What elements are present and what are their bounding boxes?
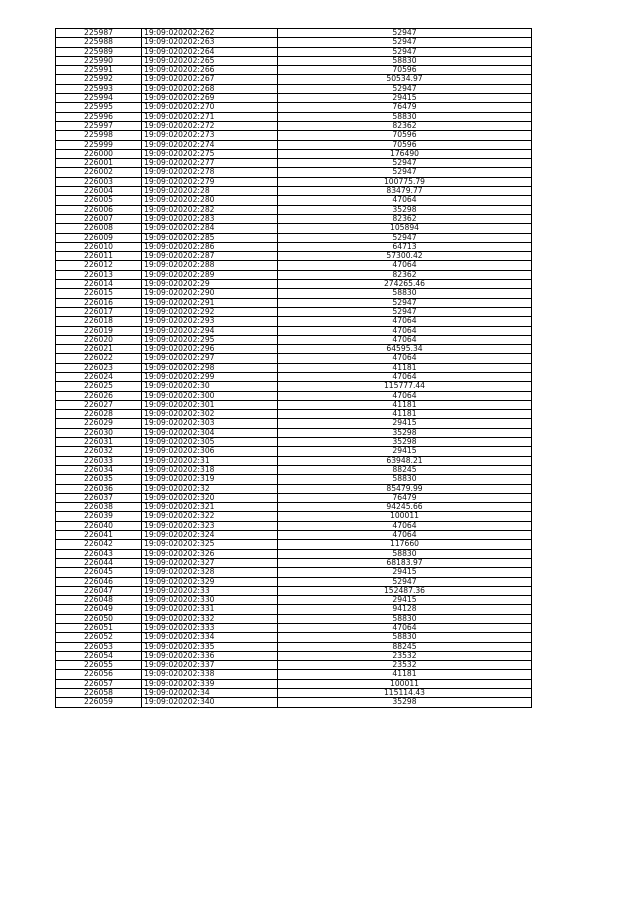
- row-amount-cell: 29415: [278, 596, 532, 605]
- row-id-cell: 226018: [56, 317, 142, 326]
- row-code-cell: 19:09:020202:289: [142, 270, 278, 279]
- row-id-cell: 226029: [56, 419, 142, 428]
- table-row: [56, 633, 532, 642]
- row-code-cell: 19:09:020202:29: [142, 280, 278, 289]
- row-code-cell: 19:09:020202:273: [142, 131, 278, 140]
- row-code-cell: 19:09:020202:299: [142, 372, 278, 381]
- row-amount-cell: 52947: [278, 84, 532, 93]
- row-amount-cell: 52947: [278, 577, 532, 586]
- row-amount-cell: 70596: [278, 131, 532, 140]
- row-amount-cell: 52947: [278, 29, 532, 38]
- row-code-cell: 19:09:020202:33: [142, 586, 278, 595]
- row-amount-cell: 100011: [278, 512, 532, 521]
- table-row: [56, 94, 532, 103]
- row-code-cell: 19:09:020202:333: [142, 624, 278, 633]
- row-code-cell: 19:09:020202:280: [142, 196, 278, 205]
- row-code-cell: 19:09:020202:337: [142, 661, 278, 670]
- table-row: [56, 614, 532, 623]
- table-row: [56, 400, 532, 409]
- table-row: [56, 252, 532, 261]
- table-row: [56, 503, 532, 512]
- row-id-cell: 226006: [56, 205, 142, 214]
- row-code-cell: 19:09:020202:286: [142, 242, 278, 251]
- row-amount-cell: 57300.42: [278, 252, 532, 261]
- row-code-cell: 19:09:020202:340: [142, 698, 278, 707]
- row-id-cell: 225999: [56, 140, 142, 149]
- row-amount-cell: 88245: [278, 465, 532, 474]
- row-code-cell: 19:09:020202:326: [142, 549, 278, 558]
- table-row: [56, 131, 532, 140]
- row-amount-cell: 47064: [278, 196, 532, 205]
- row-id-cell: 226012: [56, 261, 142, 270]
- row-id-cell: 226051: [56, 624, 142, 633]
- row-id-cell: 226024: [56, 372, 142, 381]
- table-row: [56, 577, 532, 586]
- row-code-cell: 19:09:020202:265: [142, 56, 278, 65]
- row-id-cell: 226043: [56, 549, 142, 558]
- table-row: [56, 568, 532, 577]
- row-id-cell: 226009: [56, 233, 142, 242]
- row-amount-cell: 41181: [278, 363, 532, 372]
- row-code-cell: 19:09:020202:294: [142, 326, 278, 335]
- row-amount-cell: 41181: [278, 670, 532, 679]
- row-id-cell: 226059: [56, 698, 142, 707]
- row-code-cell: 19:09:020202:324: [142, 531, 278, 540]
- table-row: [56, 168, 532, 177]
- row-code-cell: 19:09:020202:297: [142, 354, 278, 363]
- table-row: [56, 214, 532, 223]
- row-id-cell: 226052: [56, 633, 142, 642]
- row-code-cell: 19:09:020202:300: [142, 391, 278, 400]
- row-id-cell: 226034: [56, 465, 142, 474]
- row-id-cell: 225996: [56, 112, 142, 121]
- table-row: [56, 410, 532, 419]
- row-amount-cell: 47064: [278, 261, 532, 270]
- row-id-cell: 225987: [56, 29, 142, 38]
- table-row: [56, 596, 532, 605]
- table-row: [56, 224, 532, 233]
- table-row: [56, 689, 532, 698]
- table-row: [56, 326, 532, 335]
- row-amount-cell: 29415: [278, 447, 532, 456]
- table-row: [56, 484, 532, 493]
- row-code-cell: 19:09:020202:272: [142, 121, 278, 130]
- row-amount-cell: 58830: [278, 549, 532, 558]
- row-code-cell: 19:09:020202:293: [142, 317, 278, 326]
- table-row: [56, 47, 532, 56]
- row-code-cell: 19:09:020202:298: [142, 363, 278, 372]
- row-amount-cell: 94128: [278, 605, 532, 614]
- row-id-cell: 226015: [56, 289, 142, 298]
- row-id-cell: 226031: [56, 438, 142, 447]
- row-id-cell: 226005: [56, 196, 142, 205]
- row-id-cell: 226036: [56, 484, 142, 493]
- row-amount-cell: 41181: [278, 410, 532, 419]
- row-amount-cell: 58830: [278, 56, 532, 65]
- row-amount-cell: 35298: [278, 428, 532, 437]
- row-id-cell: 226055: [56, 661, 142, 670]
- row-amount-cell: 117660: [278, 540, 532, 549]
- data-table: [55, 28, 532, 708]
- row-id-cell: 226017: [56, 307, 142, 316]
- row-code-cell: 19:09:020202:28: [142, 187, 278, 196]
- row-id-cell: 225988: [56, 38, 142, 47]
- table-row: [56, 56, 532, 65]
- row-id-cell: 226000: [56, 149, 142, 158]
- table-row: [56, 456, 532, 465]
- row-amount-cell: 47064: [278, 326, 532, 335]
- row-id-cell: 226047: [56, 586, 142, 595]
- table-row: [56, 605, 532, 614]
- table-row: [56, 642, 532, 651]
- table-body: [56, 29, 532, 708]
- row-code-cell: 19:09:020202:323: [142, 521, 278, 530]
- row-code-cell: 19:09:020202:263: [142, 38, 278, 47]
- row-amount-cell: 115114.43: [278, 689, 532, 698]
- row-amount-cell: 82362: [278, 121, 532, 130]
- table-row: [56, 270, 532, 279]
- row-amount-cell: 35298: [278, 438, 532, 447]
- row-amount-cell: 64595.34: [278, 345, 532, 354]
- row-id-cell: 226021: [56, 345, 142, 354]
- row-code-cell: 19:09:020202:30: [142, 382, 278, 391]
- row-amount-cell: 52947: [278, 38, 532, 47]
- row-code-cell: 19:09:020202:283: [142, 214, 278, 223]
- table-row: [56, 205, 532, 214]
- row-code-cell: 19:09:020202:264: [142, 47, 278, 56]
- table-row: [56, 103, 532, 112]
- row-id-cell: 226040: [56, 521, 142, 530]
- row-id-cell: 225998: [56, 131, 142, 140]
- row-id-cell: 226056: [56, 670, 142, 679]
- table-row: [56, 493, 532, 502]
- row-code-cell: 19:09:020202:334: [142, 633, 278, 642]
- row-code-cell: 19:09:020202:32: [142, 484, 278, 493]
- row-id-cell: 226013: [56, 270, 142, 279]
- row-code-cell: 19:09:020202:284: [142, 224, 278, 233]
- table-row: [56, 335, 532, 344]
- row-code-cell: 19:09:020202:336: [142, 651, 278, 660]
- row-code-cell: 19:09:020202:275: [142, 149, 278, 158]
- table-row: [56, 345, 532, 354]
- row-amount-cell: 47064: [278, 521, 532, 530]
- row-id-cell: 226001: [56, 159, 142, 168]
- row-amount-cell: 47064: [278, 335, 532, 344]
- row-code-cell: 19:09:020202:287: [142, 252, 278, 261]
- table-row: [56, 354, 532, 363]
- row-amount-cell: 47064: [278, 391, 532, 400]
- row-id-cell: 226037: [56, 493, 142, 502]
- row-code-cell: 19:09:020202:329: [142, 577, 278, 586]
- table-row: [56, 149, 532, 158]
- row-code-cell: 19:09:020202:319: [142, 475, 278, 484]
- row-code-cell: 19:09:020202:338: [142, 670, 278, 679]
- row-amount-cell: 82362: [278, 214, 532, 223]
- row-code-cell: 19:09:020202:318: [142, 465, 278, 474]
- table-row: [56, 670, 532, 679]
- row-id-cell: 226004: [56, 187, 142, 196]
- row-id-cell: 226048: [56, 596, 142, 605]
- row-code-cell: 19:09:020202:31: [142, 456, 278, 465]
- row-amount-cell: 70596: [278, 66, 532, 75]
- table-row: [56, 475, 532, 484]
- table-row: [56, 540, 532, 549]
- row-id-cell: 226008: [56, 224, 142, 233]
- table-row: [56, 233, 532, 242]
- row-id-cell: 225997: [56, 121, 142, 130]
- table-row: [56, 651, 532, 660]
- row-code-cell: 19:09:020202:290: [142, 289, 278, 298]
- row-amount-cell: 152487.36: [278, 586, 532, 595]
- table-row: [56, 317, 532, 326]
- table-row: [56, 549, 532, 558]
- table-row: [56, 121, 532, 130]
- row-amount-cell: 23532: [278, 651, 532, 660]
- row-code-cell: 19:09:020202:302: [142, 410, 278, 419]
- row-code-cell: 19:09:020202:288: [142, 261, 278, 270]
- row-id-cell: 226033: [56, 456, 142, 465]
- row-amount-cell: 100011: [278, 679, 532, 688]
- row-id-cell: 226020: [56, 335, 142, 344]
- row-id-cell: 226028: [56, 410, 142, 419]
- row-code-cell: 19:09:020202:279: [142, 177, 278, 186]
- table-row: [56, 112, 532, 121]
- row-amount-cell: 52947: [278, 47, 532, 56]
- table-row: [56, 242, 532, 251]
- table-row: [56, 196, 532, 205]
- row-code-cell: 19:09:020202:331: [142, 605, 278, 614]
- row-code-cell: 19:09:020202:277: [142, 159, 278, 168]
- row-id-cell: 226026: [56, 391, 142, 400]
- row-amount-cell: 64713: [278, 242, 532, 251]
- table-row: [56, 586, 532, 595]
- row-id-cell: 226053: [56, 642, 142, 651]
- row-amount-cell: 35298: [278, 698, 532, 707]
- row-amount-cell: 47064: [278, 531, 532, 540]
- row-amount-cell: 68183.97: [278, 558, 532, 567]
- table-row: [56, 698, 532, 707]
- row-id-cell: 226057: [56, 679, 142, 688]
- row-id-cell: 226011: [56, 252, 142, 261]
- row-code-cell: 19:09:020202:305: [142, 438, 278, 447]
- table-row: [56, 419, 532, 428]
- row-amount-cell: 115777.44: [278, 382, 532, 391]
- row-id-cell: 226019: [56, 326, 142, 335]
- table-row: [56, 38, 532, 47]
- row-code-cell: 19:09:020202:278: [142, 168, 278, 177]
- table-row: [56, 382, 532, 391]
- row-amount-cell: 58830: [278, 475, 532, 484]
- row-id-cell: 226042: [56, 540, 142, 549]
- row-id-cell: 225993: [56, 84, 142, 93]
- row-amount-cell: 76479: [278, 103, 532, 112]
- table-row: [56, 140, 532, 149]
- table-row: [56, 372, 532, 381]
- row-amount-cell: 100775.79: [278, 177, 532, 186]
- row-id-cell: 225989: [56, 47, 142, 56]
- row-amount-cell: 82362: [278, 270, 532, 279]
- row-code-cell: 19:09:020202:339: [142, 679, 278, 688]
- row-amount-cell: 41181: [278, 400, 532, 409]
- row-code-cell: 19:09:020202:295: [142, 335, 278, 344]
- row-amount-cell: 50534.97: [278, 75, 532, 84]
- row-id-cell: 226016: [56, 298, 142, 307]
- row-amount-cell: 52947: [278, 307, 532, 316]
- row-id-cell: 226007: [56, 214, 142, 223]
- row-id-cell: 225994: [56, 94, 142, 103]
- row-amount-cell: 29415: [278, 94, 532, 103]
- row-amount-cell: 70596: [278, 140, 532, 149]
- table-row: [56, 298, 532, 307]
- table-row: [56, 66, 532, 75]
- row-id-cell: 226038: [56, 503, 142, 512]
- row-amount-cell: 35298: [278, 205, 532, 214]
- row-code-cell: 19:09:020202:304: [142, 428, 278, 437]
- row-code-cell: 19:09:020202:327: [142, 558, 278, 567]
- row-amount-cell: 58830: [278, 633, 532, 642]
- table-row: [56, 447, 532, 456]
- row-code-cell: 19:09:020202:266: [142, 66, 278, 75]
- row-amount-cell: 47064: [278, 372, 532, 381]
- row-code-cell: 19:09:020202:271: [142, 112, 278, 121]
- row-amount-cell: 83479.77: [278, 187, 532, 196]
- row-code-cell: 19:09:020202:267: [142, 75, 278, 84]
- row-id-cell: 225992: [56, 75, 142, 84]
- row-id-cell: 226046: [56, 577, 142, 586]
- table-row: [56, 261, 532, 270]
- row-code-cell: 19:09:020202:262: [142, 29, 278, 38]
- row-id-cell: 226039: [56, 512, 142, 521]
- row-amount-cell: 29415: [278, 568, 532, 577]
- row-code-cell: 19:09:020202:285: [142, 233, 278, 242]
- table-row: [56, 531, 532, 540]
- table-row: [56, 187, 532, 196]
- row-code-cell: 19:09:020202:274: [142, 140, 278, 149]
- row-amount-cell: 58830: [278, 112, 532, 121]
- row-code-cell: 19:09:020202:320: [142, 493, 278, 502]
- row-amount-cell: 52947: [278, 159, 532, 168]
- row-amount-cell: 23532: [278, 661, 532, 670]
- table-row: [56, 75, 532, 84]
- table-row: [56, 438, 532, 447]
- row-amount-cell: 47064: [278, 317, 532, 326]
- row-code-cell: 19:09:020202:301: [142, 400, 278, 409]
- row-id-cell: 226003: [56, 177, 142, 186]
- row-id-cell: 226025: [56, 382, 142, 391]
- row-code-cell: 19:09:020202:303: [142, 419, 278, 428]
- row-id-cell: 226054: [56, 651, 142, 660]
- row-code-cell: 19:09:020202:34: [142, 689, 278, 698]
- row-amount-cell: 58830: [278, 614, 532, 623]
- row-amount-cell: 85479.99: [278, 484, 532, 493]
- row-code-cell: 19:09:020202:328: [142, 568, 278, 577]
- row-code-cell: 19:09:020202:335: [142, 642, 278, 651]
- table-row: [56, 391, 532, 400]
- row-code-cell: 19:09:020202:269: [142, 94, 278, 103]
- row-id-cell: 226027: [56, 400, 142, 409]
- row-id-cell: 226058: [56, 689, 142, 698]
- table-row: [56, 521, 532, 530]
- row-amount-cell: 274265.46: [278, 280, 532, 289]
- row-code-cell: 19:09:020202:282: [142, 205, 278, 214]
- row-amount-cell: 52947: [278, 168, 532, 177]
- table-row: [56, 512, 532, 521]
- row-amount-cell: 94245.66: [278, 503, 532, 512]
- row-id-cell: 226032: [56, 447, 142, 456]
- row-amount-cell: 105894: [278, 224, 532, 233]
- row-id-cell: 226050: [56, 614, 142, 623]
- row-amount-cell: 76479: [278, 493, 532, 502]
- row-id-cell: 226044: [56, 558, 142, 567]
- row-amount-cell: 52947: [278, 233, 532, 242]
- table-row: [56, 307, 532, 316]
- row-code-cell: 19:09:020202:332: [142, 614, 278, 623]
- row-amount-cell: 88245: [278, 642, 532, 651]
- table-row: [56, 624, 532, 633]
- row-code-cell: 19:09:020202:325: [142, 540, 278, 549]
- row-id-cell: 225990: [56, 56, 142, 65]
- row-code-cell: 19:09:020202:296: [142, 345, 278, 354]
- table-row: [56, 679, 532, 688]
- row-id-cell: 226035: [56, 475, 142, 484]
- table-row: [56, 289, 532, 298]
- row-amount-cell: 47064: [278, 354, 532, 363]
- row-code-cell: 19:09:020202:330: [142, 596, 278, 605]
- row-id-cell: 226014: [56, 280, 142, 289]
- row-code-cell: 19:09:020202:321: [142, 503, 278, 512]
- row-id-cell: 226002: [56, 168, 142, 177]
- row-id-cell: 226030: [56, 428, 142, 437]
- table-row: [56, 465, 532, 474]
- row-amount-cell: 47064: [278, 624, 532, 633]
- table-row: [56, 159, 532, 168]
- row-id-cell: 225991: [56, 66, 142, 75]
- row-id-cell: 225995: [56, 103, 142, 112]
- table-row: [56, 661, 532, 670]
- row-code-cell: 19:09:020202:306: [142, 447, 278, 456]
- row-code-cell: 19:09:020202:268: [142, 84, 278, 93]
- row-id-cell: 226022: [56, 354, 142, 363]
- row-code-cell: 19:09:020202:270: [142, 103, 278, 112]
- row-id-cell: 226045: [56, 568, 142, 577]
- table-row: [56, 428, 532, 437]
- row-code-cell: 19:09:020202:322: [142, 512, 278, 521]
- table-row: [56, 177, 532, 186]
- row-amount-cell: 58830: [278, 289, 532, 298]
- row-amount-cell: 176490: [278, 149, 532, 158]
- row-amount-cell: 63948.21: [278, 456, 532, 465]
- row-id-cell: 226041: [56, 531, 142, 540]
- table-row: [56, 558, 532, 567]
- row-id-cell: 226010: [56, 242, 142, 251]
- row-code-cell: 19:09:020202:292: [142, 307, 278, 316]
- row-amount-cell: 29415: [278, 419, 532, 428]
- table-row: [56, 363, 532, 372]
- table-row: [56, 84, 532, 93]
- row-id-cell: 226023: [56, 363, 142, 372]
- row-code-cell: 19:09:020202:291: [142, 298, 278, 307]
- table-row: [56, 29, 532, 38]
- row-amount-cell: 52947: [278, 298, 532, 307]
- row-id-cell: 226049: [56, 605, 142, 614]
- table-row: [56, 280, 532, 289]
